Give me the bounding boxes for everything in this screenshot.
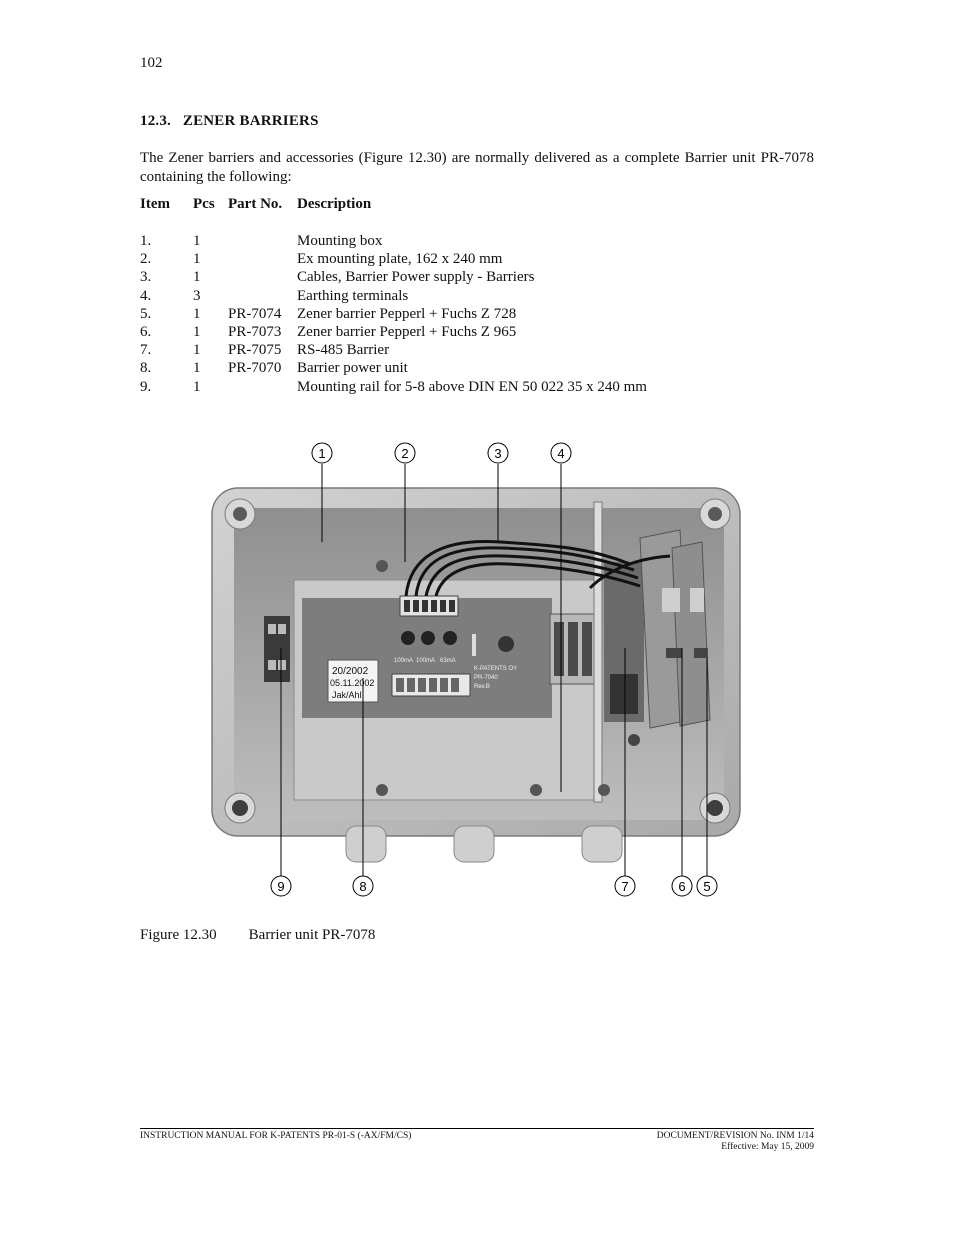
cell-description: Zener barrier Pepperl + Fuchs Z 965 bbox=[297, 323, 517, 340]
footer-document-info bbox=[657, 1131, 814, 1153]
section-heading bbox=[140, 113, 319, 130]
cell-item: 9. bbox=[140, 378, 152, 395]
table-row bbox=[140, 250, 647, 268]
header-part-no: Part No. bbox=[228, 196, 283, 212]
svg-text:8: 8 bbox=[359, 879, 367, 894]
callout-4 bbox=[551, 443, 571, 463]
callout-9 bbox=[271, 876, 291, 896]
cell-description: Mounting rail for 5-8 above DIN EN 50 022 35 x 240 mm bbox=[297, 378, 647, 395]
svg-text:7: 7 bbox=[621, 879, 629, 894]
fuse-label-3: 63mA bbox=[440, 658, 456, 664]
cell-pcs: 1 bbox=[193, 233, 201, 249]
footer-divider bbox=[140, 1128, 814, 1129]
cell-part-no: PR-7070 bbox=[228, 360, 282, 377]
cell-pcs: 1 bbox=[193, 305, 201, 322]
parts-table bbox=[140, 196, 647, 396]
label-line-1: 20/2002 bbox=[332, 666, 369, 677]
cell-description: Barrier power unit bbox=[297, 360, 408, 377]
cell-pcs: 1 bbox=[193, 269, 201, 286]
table-spacer bbox=[140, 214, 647, 232]
cell-description: Zener barrier Pepperl + Fuchs Z 728 bbox=[297, 305, 517, 322]
callout-8 bbox=[353, 876, 373, 896]
svg-text:6: 6 bbox=[678, 879, 686, 894]
barrier-unit-photo bbox=[210, 438, 742, 900]
cell-item: 1. bbox=[140, 233, 152, 249]
cell-part-no bbox=[228, 287, 297, 305]
cell-part-no bbox=[228, 268, 297, 286]
cell-part-no bbox=[228, 378, 297, 396]
cell-description: Mounting box bbox=[297, 233, 383, 249]
cable-gland-left bbox=[346, 826, 386, 862]
cell-part-no bbox=[228, 250, 297, 268]
header-item: Item bbox=[140, 196, 170, 212]
cell-part-no: PR-7075 bbox=[228, 342, 282, 359]
svg-text:2: 2 bbox=[401, 446, 409, 461]
callout-2 bbox=[395, 443, 415, 463]
fuse-label-2: 100mA bbox=[416, 658, 436, 664]
caption-text: Barrier unit PR-7078 bbox=[248, 927, 376, 943]
cell-pcs: 1 bbox=[193, 342, 201, 359]
cable-gland-right bbox=[582, 826, 622, 862]
cell-item: 3. bbox=[140, 269, 152, 286]
page-number: 102 bbox=[140, 55, 163, 71]
table-row bbox=[140, 305, 647, 323]
cell-pcs: 1 bbox=[193, 360, 201, 377]
intro-paragraph: The Zener barriers and accessories (Figure 12.30) are normally delivered as a complete Barrier unit PR-7078 containing the following: bbox=[140, 150, 814, 185]
cell-pcs: 1 bbox=[193, 323, 201, 340]
svg-text:5: 5 bbox=[703, 879, 711, 894]
caption-label: Figure 12.30 bbox=[140, 927, 217, 943]
section-title: ZENER BARRIERS bbox=[182, 113, 319, 129]
cell-description: Ex mounting plate, 162 x 240 mm bbox=[297, 251, 503, 268]
table-row bbox=[140, 378, 647, 396]
table-row bbox=[140, 232, 647, 250]
cell-pcs: 1 bbox=[193, 251, 201, 268]
cell-part-no: PR-7074 bbox=[228, 305, 282, 322]
svg-text:9: 9 bbox=[277, 879, 285, 894]
cell-item: 7. bbox=[140, 342, 152, 359]
section-number: 12.3. bbox=[140, 113, 171, 129]
board-label-2: PR-7040 bbox=[474, 675, 498, 681]
cell-pcs: 1 bbox=[193, 378, 201, 395]
table-header-row bbox=[140, 196, 647, 214]
svg-text:1: 1 bbox=[318, 446, 326, 461]
table-row bbox=[140, 287, 647, 305]
fuse-label-1: 100mA bbox=[394, 658, 414, 664]
table-row bbox=[140, 341, 647, 359]
table-row bbox=[140, 268, 647, 286]
footer-manual-title: INSTRUCTION MANUAL FOR K-PATENTS PR-01-S (-AX/FM/CS) bbox=[140, 1131, 412, 1141]
callout-3 bbox=[488, 443, 508, 463]
callout-7 bbox=[615, 876, 635, 896]
mounting-rail bbox=[594, 502, 602, 802]
cell-item: 4. bbox=[140, 287, 152, 304]
cell-item: 2. bbox=[140, 251, 152, 268]
svg-text:3: 3 bbox=[494, 446, 502, 461]
barrier-unit-figure bbox=[210, 438, 742, 900]
callout-1 bbox=[312, 443, 332, 463]
cable-gland-middle bbox=[454, 826, 494, 862]
cell-description: Earthing terminals bbox=[297, 287, 409, 304]
callout-5 bbox=[697, 876, 717, 896]
board-label-3: Rev.B bbox=[474, 684, 490, 690]
board-label-1: K-PATENTS OY bbox=[474, 666, 518, 672]
cell-part-no bbox=[228, 232, 297, 250]
earthing-terminal-left bbox=[264, 616, 290, 682]
cell-item: 5. bbox=[140, 305, 152, 322]
cell-pcs: 3 bbox=[193, 287, 201, 304]
table-row bbox=[140, 323, 647, 341]
cell-part-no: PR-7073 bbox=[228, 323, 282, 340]
cell-description: RS-485 Barrier bbox=[297, 342, 390, 359]
footer-effective-date: Effective: May 15, 2009 bbox=[721, 1142, 814, 1152]
svg-text:4: 4 bbox=[557, 446, 565, 461]
header-description: Description bbox=[297, 196, 372, 212]
cell-description: Cables, Barrier Power supply - Barriers bbox=[297, 269, 535, 286]
header-pcs: Pcs bbox=[193, 196, 215, 212]
cell-item: 6. bbox=[140, 323, 152, 340]
footer-revision: DOCUMENT/REVISION No. INM 1/14 bbox=[656, 1131, 814, 1141]
table-row bbox=[140, 359, 647, 377]
label-line-3: Jak/Ahl bbox=[332, 690, 362, 700]
label-line-2: 05.11.2002 bbox=[330, 678, 375, 688]
cell-item: 8. bbox=[140, 360, 152, 377]
figure-caption bbox=[140, 927, 375, 944]
callout-6 bbox=[672, 876, 692, 896]
